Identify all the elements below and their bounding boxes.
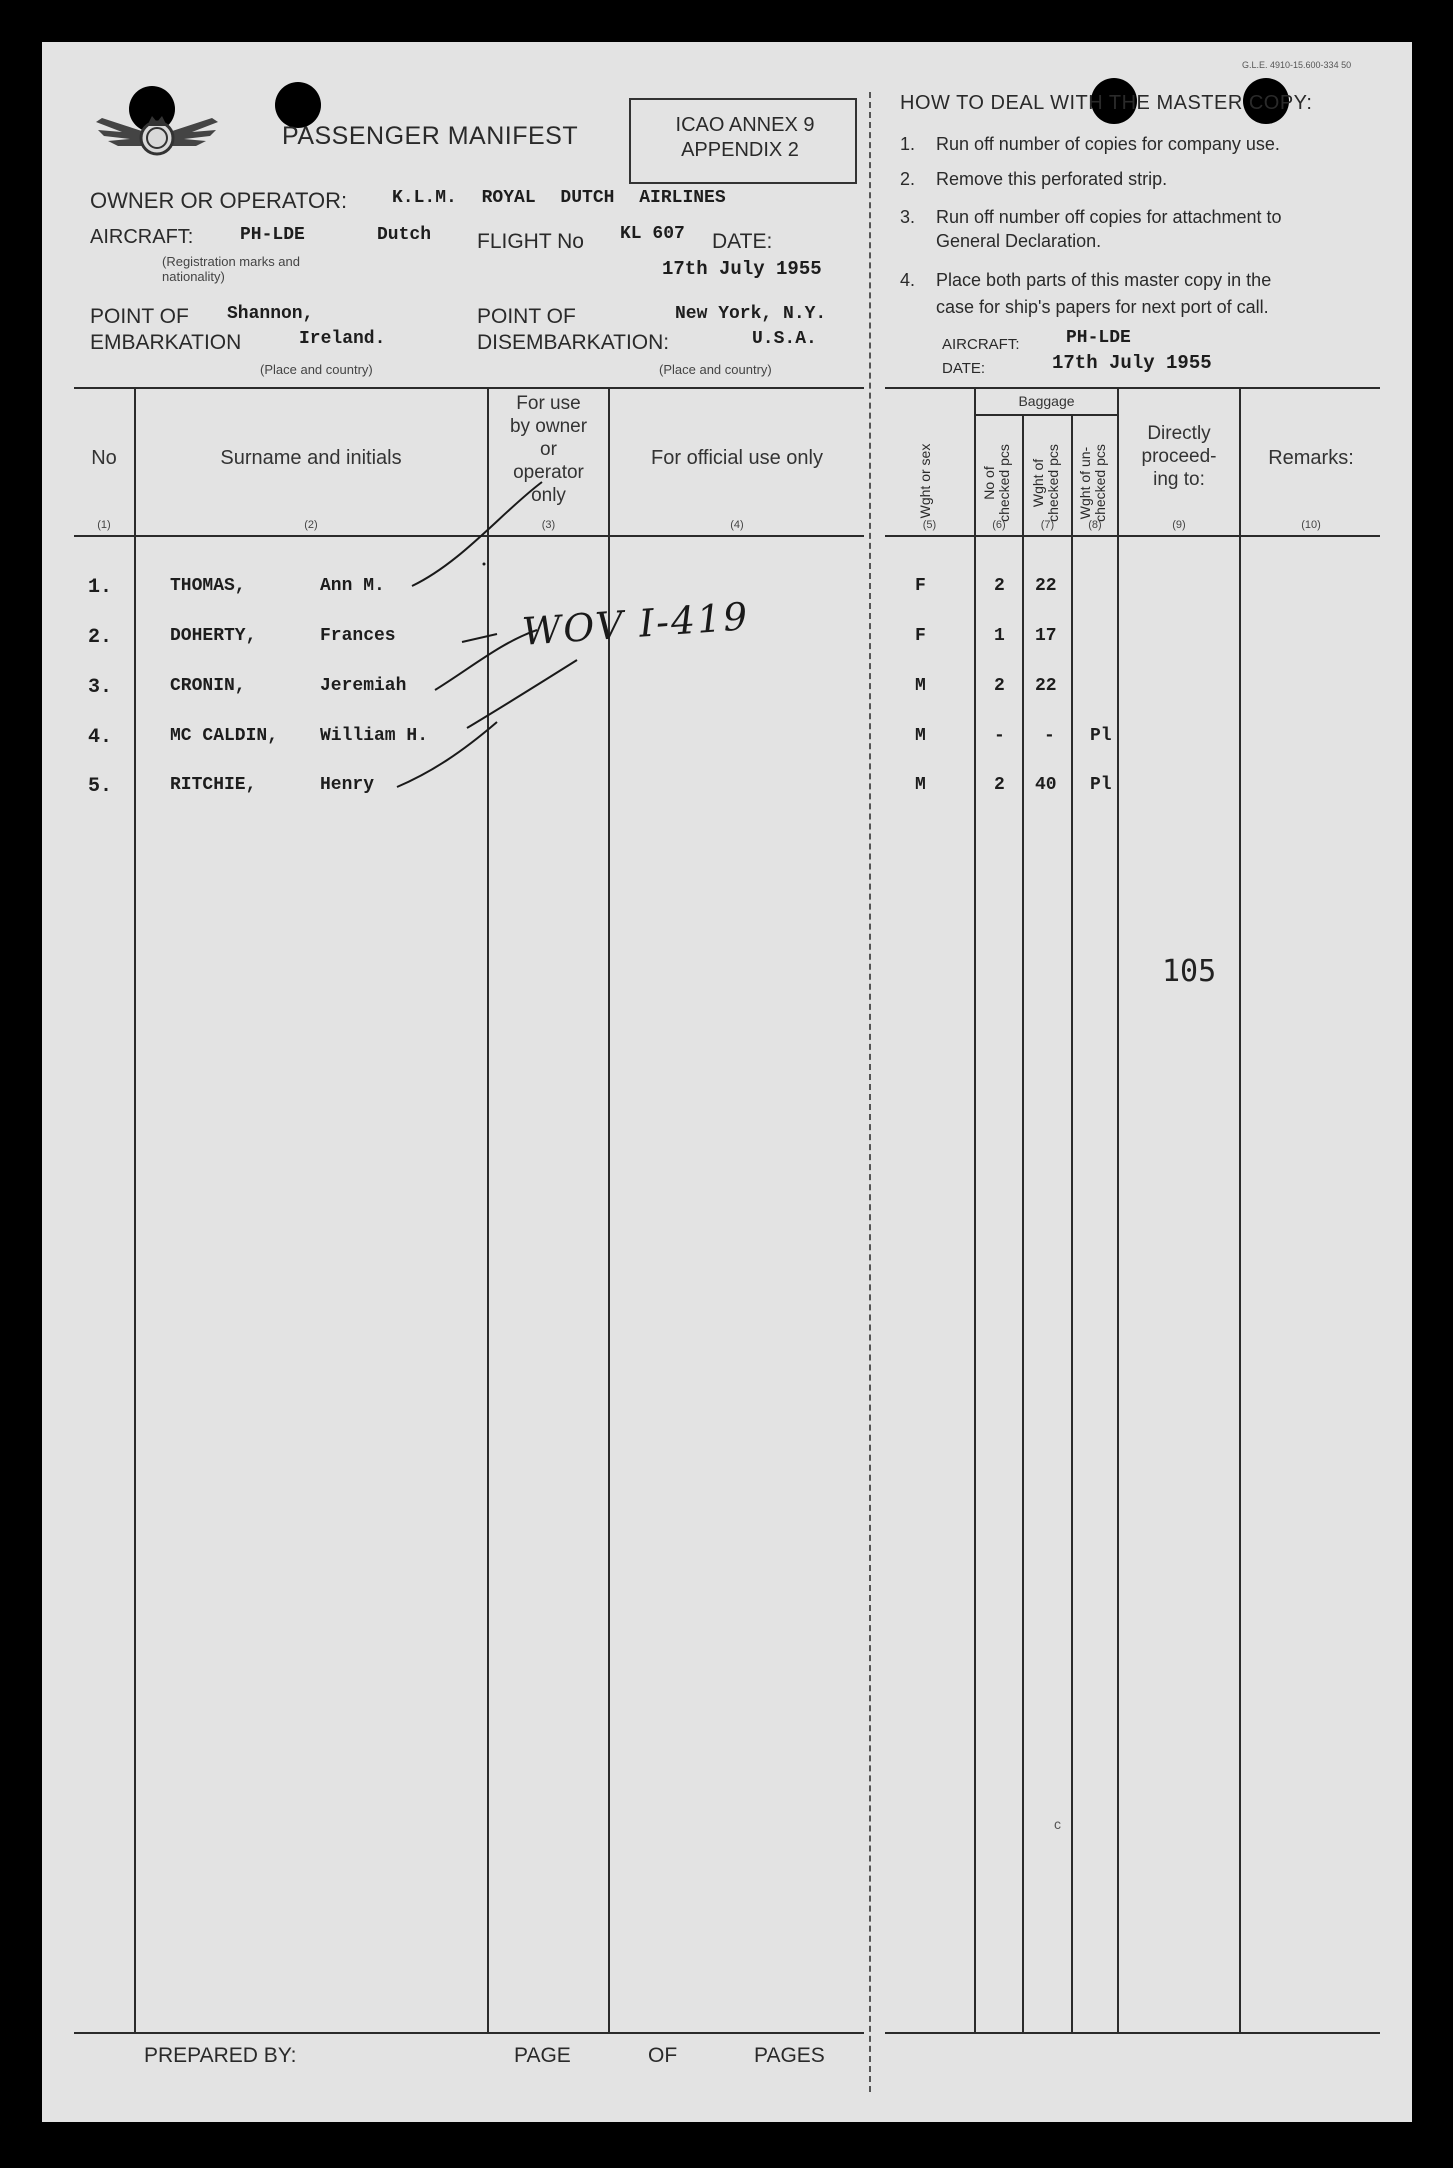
instruction-3-line2: General Declaration. <box>936 231 1102 251</box>
aircraft-value: PH-LDE <box>240 225 305 245</box>
col-number: (2) <box>304 519 318 531</box>
instruction-4-line1: Place both parts of this master copy in the <box>936 270 1272 290</box>
disembarkation-place-note: (Place and country) <box>659 362 772 377</box>
col-header-remarks: Remarks: <box>1268 447 1354 469</box>
col-number: (10) <box>1301 519 1321 531</box>
owner-use-line: only <box>531 485 566 506</box>
unchecked-weight-line: checked pcs <box>1092 444 1108 522</box>
date-label: DATE: <box>712 230 773 253</box>
row-checked-weight: 40 <box>1035 775 1057 795</box>
row-no: 3. <box>88 676 113 699</box>
icao-annex-line1: ICAO ANNEX 9 <box>675 114 815 136</box>
disembarkation-label-line1: POINT OF <box>477 305 576 328</box>
row-surname: THOMAS, <box>170 576 246 596</box>
instructions-aircraft-label: AIRCRAFT: <box>942 336 1020 353</box>
instructions-date-value: 17th July 1955 <box>1052 352 1212 374</box>
embarkation-label-line2: EMBARKATION <box>90 331 242 354</box>
col-header-weight-sex: Wght or sex <box>917 443 933 519</box>
stamp-number: 105 <box>1162 954 1217 989</box>
embarkation-city: Shannon, <box>227 304 314 324</box>
form-code: G.L.E. 4910-15.600-334 50 <box>1242 60 1352 70</box>
owner-use-line: For use <box>516 393 581 414</box>
embarkation-label-line1: POINT OF <box>90 305 189 328</box>
handwritten-bracket-lines <box>42 42 1412 1042</box>
row-checked-pcs: 2 <box>994 576 1005 596</box>
row-sex: M <box>915 726 926 746</box>
proceeding-line: ing to: <box>1153 469 1205 490</box>
pages-label: PAGES <box>754 2044 825 2067</box>
row-checked-pcs: 2 <box>994 775 1005 795</box>
icao-annex-line2: APPENDIX 2 <box>681 139 799 161</box>
page-title: PASSENGER MANIFEST <box>282 122 579 150</box>
instruction-4-num: 4. <box>900 270 916 290</box>
row-no: 4. <box>88 726 113 749</box>
row-initials: Frances <box>320 626 396 646</box>
stray-mark: c <box>1054 1816 1061 1832</box>
disembarkation-label-line2: DISEMBARKATION: <box>477 331 670 354</box>
row-checked-weight: 17 <box>1035 626 1057 646</box>
row-surname: CRONIN, <box>170 676 246 696</box>
instructions-title: HOW TO DEAL WITH THE MASTER COPY: <box>900 92 1313 114</box>
registration-note: (Registration marks and nationality) <box>162 254 300 284</box>
owner-value: K.L.M. ROYAL DUTCH AIRLINES <box>392 188 726 208</box>
col-number: (7) <box>1040 519 1055 531</box>
instruction-2-text: Remove this perforated strip. <box>936 169 1168 189</box>
row-unchecked: Pl <box>1090 726 1112 746</box>
checked-pcs-line: checked pcs <box>996 444 1012 522</box>
col-number: (1) <box>97 519 111 531</box>
col-number: (3) <box>541 519 556 531</box>
of-label: OF <box>648 2044 678 2067</box>
row-surname: MC CALDIN, <box>170 726 279 746</box>
page-label: PAGE <box>514 2044 571 2067</box>
row-no: 1. <box>88 576 113 599</box>
checked-weight-line: Wght of <box>1030 458 1046 508</box>
row-checked-weight: 22 <box>1035 576 1057 596</box>
owner-use-line: or <box>540 439 557 460</box>
owner-use-line: operator <box>513 462 584 483</box>
row-checked-weight: 22 <box>1035 676 1057 696</box>
row-checked-weight: - <box>1044 726 1055 746</box>
row-initials: William H. <box>320 726 429 746</box>
instruction-1-num: 1. <box>900 134 916 154</box>
row-surname: RITCHIE, <box>170 775 257 795</box>
row-sex: M <box>915 775 926 795</box>
row-sex: M <box>915 676 926 696</box>
col-number: (8) <box>1088 519 1102 531</box>
row-surname: DOHERTY, <box>170 626 257 646</box>
col-header-no: No <box>91 447 117 469</box>
col-number: (5) <box>922 519 937 531</box>
row-no: 5. <box>88 775 113 798</box>
col-number: (4) <box>730 519 744 531</box>
row-initials: Henry <box>320 775 375 795</box>
row-checked-pcs: 2 <box>994 676 1005 696</box>
row-unchecked: Pl <box>1090 775 1112 795</box>
proceeding-line: proceed- <box>1141 446 1217 467</box>
col-number: (6) <box>992 519 1006 531</box>
owner-use-line: by owner <box>509 416 588 437</box>
disembarkation-city: New York, N.Y. <box>675 304 827 324</box>
footer-rule-right <box>885 2032 1380 2034</box>
instruction-2-num: 2. <box>900 169 916 189</box>
aircraft-nationality: Dutch <box>377 225 432 245</box>
flight-value: KL 607 <box>620 224 685 244</box>
instruction-4-line2: case for ship's papers for next port of call. <box>936 297 1269 317</box>
col-header-surname: Surname and initials <box>220 447 402 469</box>
disembarkation-country: U.S.A. <box>752 329 817 349</box>
row-checked-pcs: 1 <box>994 626 1005 646</box>
col-number: (9) <box>1172 519 1186 531</box>
row-sex: F <box>915 626 926 646</box>
checked-pcs-line: No of <box>981 466 997 500</box>
proceeding-line: Directly <box>1147 423 1211 444</box>
row-checked-pcs: - <box>994 726 1005 746</box>
aircraft-label: AIRCRAFT: <box>90 226 194 248</box>
row-initials: Jeremiah <box>320 676 407 696</box>
col-header-baggage: Baggage <box>1018 393 1075 409</box>
handwritten-note: WOV I-419 <box>520 594 751 654</box>
prepared-by-label: PREPARED BY: <box>144 2044 297 2067</box>
unchecked-weight-line: Wght of un- <box>1077 446 1093 520</box>
checked-weight-line: checked pcs <box>1045 444 1061 522</box>
row-no: 2. <box>88 626 113 649</box>
col-header-official: For official use only <box>651 447 823 469</box>
footer-rule-left <box>74 2032 864 2034</box>
instructions-date-label: DATE: <box>942 360 986 377</box>
instruction-3-num: 3. <box>900 207 916 227</box>
embarkation-country: Ireland. <box>299 329 386 349</box>
flight-label: FLIGHT No <box>477 230 584 253</box>
embarkation-place-note: (Place and country) <box>260 362 373 377</box>
row-initials: Ann M. <box>320 576 385 596</box>
date-value: 17th July 1955 <box>662 258 822 280</box>
instructions-aircraft-value: PH-LDE <box>1066 328 1131 348</box>
row-sex: F <box>915 576 926 596</box>
manifest-sheet <box>42 42 1412 2122</box>
instruction-1-text: Run off number of copies for company use. <box>936 134 1280 154</box>
instruction-3-line1: Run off number off copies for attachment to <box>936 207 1282 227</box>
owner-label: OWNER OR OPERATOR: <box>90 188 348 213</box>
